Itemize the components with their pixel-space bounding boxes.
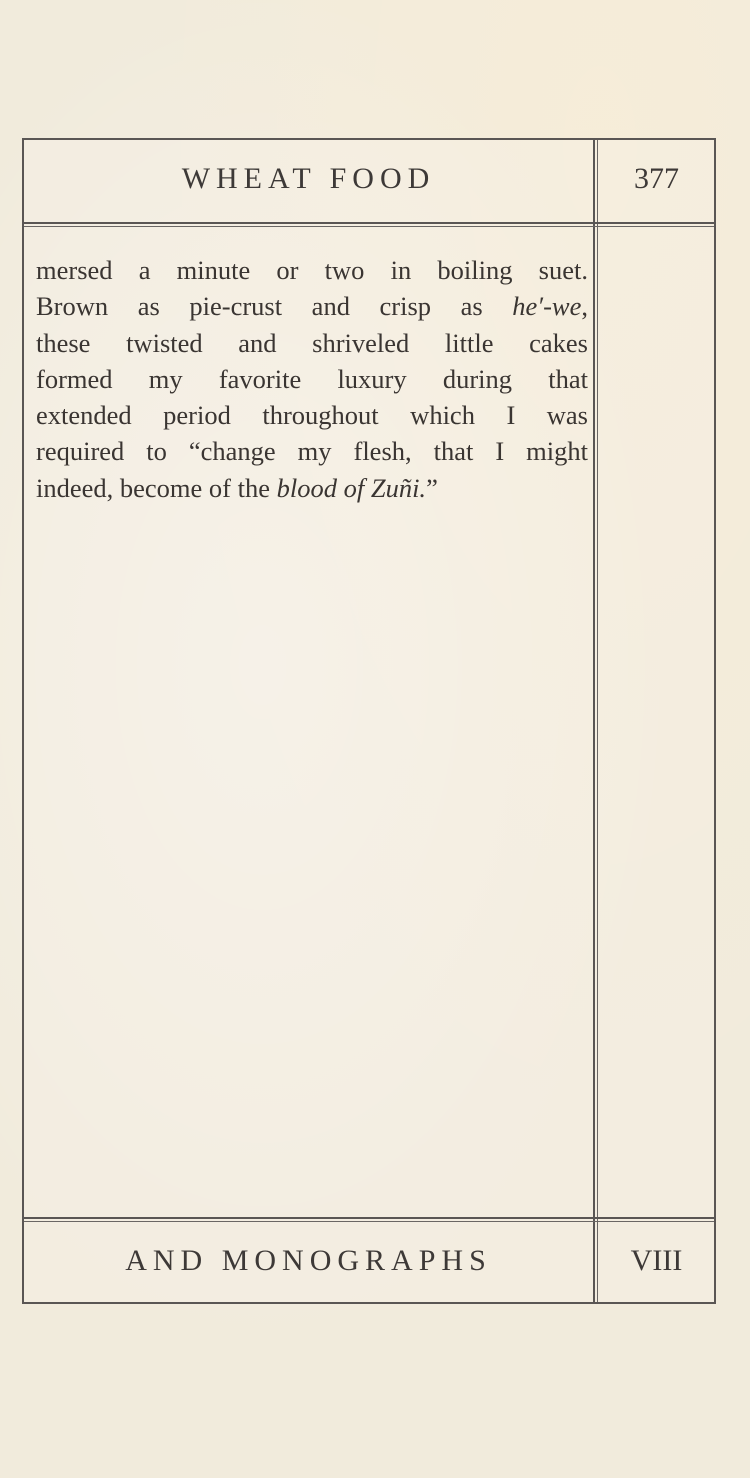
text-line xyxy=(36,288,588,324)
text-run: ” xyxy=(426,472,438,503)
text-run: , xyxy=(581,291,588,322)
text-run: formed my favorite luxury during that xyxy=(36,363,588,394)
italic-text-run: blood of Zuñi. xyxy=(276,472,427,503)
column-divider-inner xyxy=(597,140,598,1302)
text-run: mersed a minute or two in boiling suet. xyxy=(36,255,588,285)
footer-series-title: AND MONOGRAPHS xyxy=(125,1244,492,1277)
text-run: these twisted and shriveled little cakes xyxy=(36,327,588,358)
text-line xyxy=(36,325,588,361)
text-run: indeed, become of the xyxy=(36,472,277,503)
footer-rule xyxy=(24,1217,714,1219)
text-run: Brown as pie-crust and crisp as xyxy=(36,291,513,322)
running-head-title: WHEAT FOOD xyxy=(181,162,436,195)
italic-text-run: he′-we xyxy=(512,291,582,322)
text-line xyxy=(36,470,588,506)
header-rule-inner xyxy=(24,226,714,227)
text-line xyxy=(36,433,588,469)
column-divider xyxy=(593,140,595,1302)
header-rule xyxy=(24,222,714,224)
body-text xyxy=(36,252,588,506)
footer-rule-inner xyxy=(24,1221,714,1222)
text-run: extended period throughout which I was xyxy=(36,400,588,431)
page-frame xyxy=(22,138,716,1304)
text-line xyxy=(36,252,588,288)
footer-volume-number: VIII xyxy=(630,1244,683,1277)
text-run: required to “change my flesh, that I might xyxy=(36,436,588,467)
text-line xyxy=(36,397,588,433)
text-line xyxy=(36,361,588,397)
page-number: 377 xyxy=(634,162,679,195)
